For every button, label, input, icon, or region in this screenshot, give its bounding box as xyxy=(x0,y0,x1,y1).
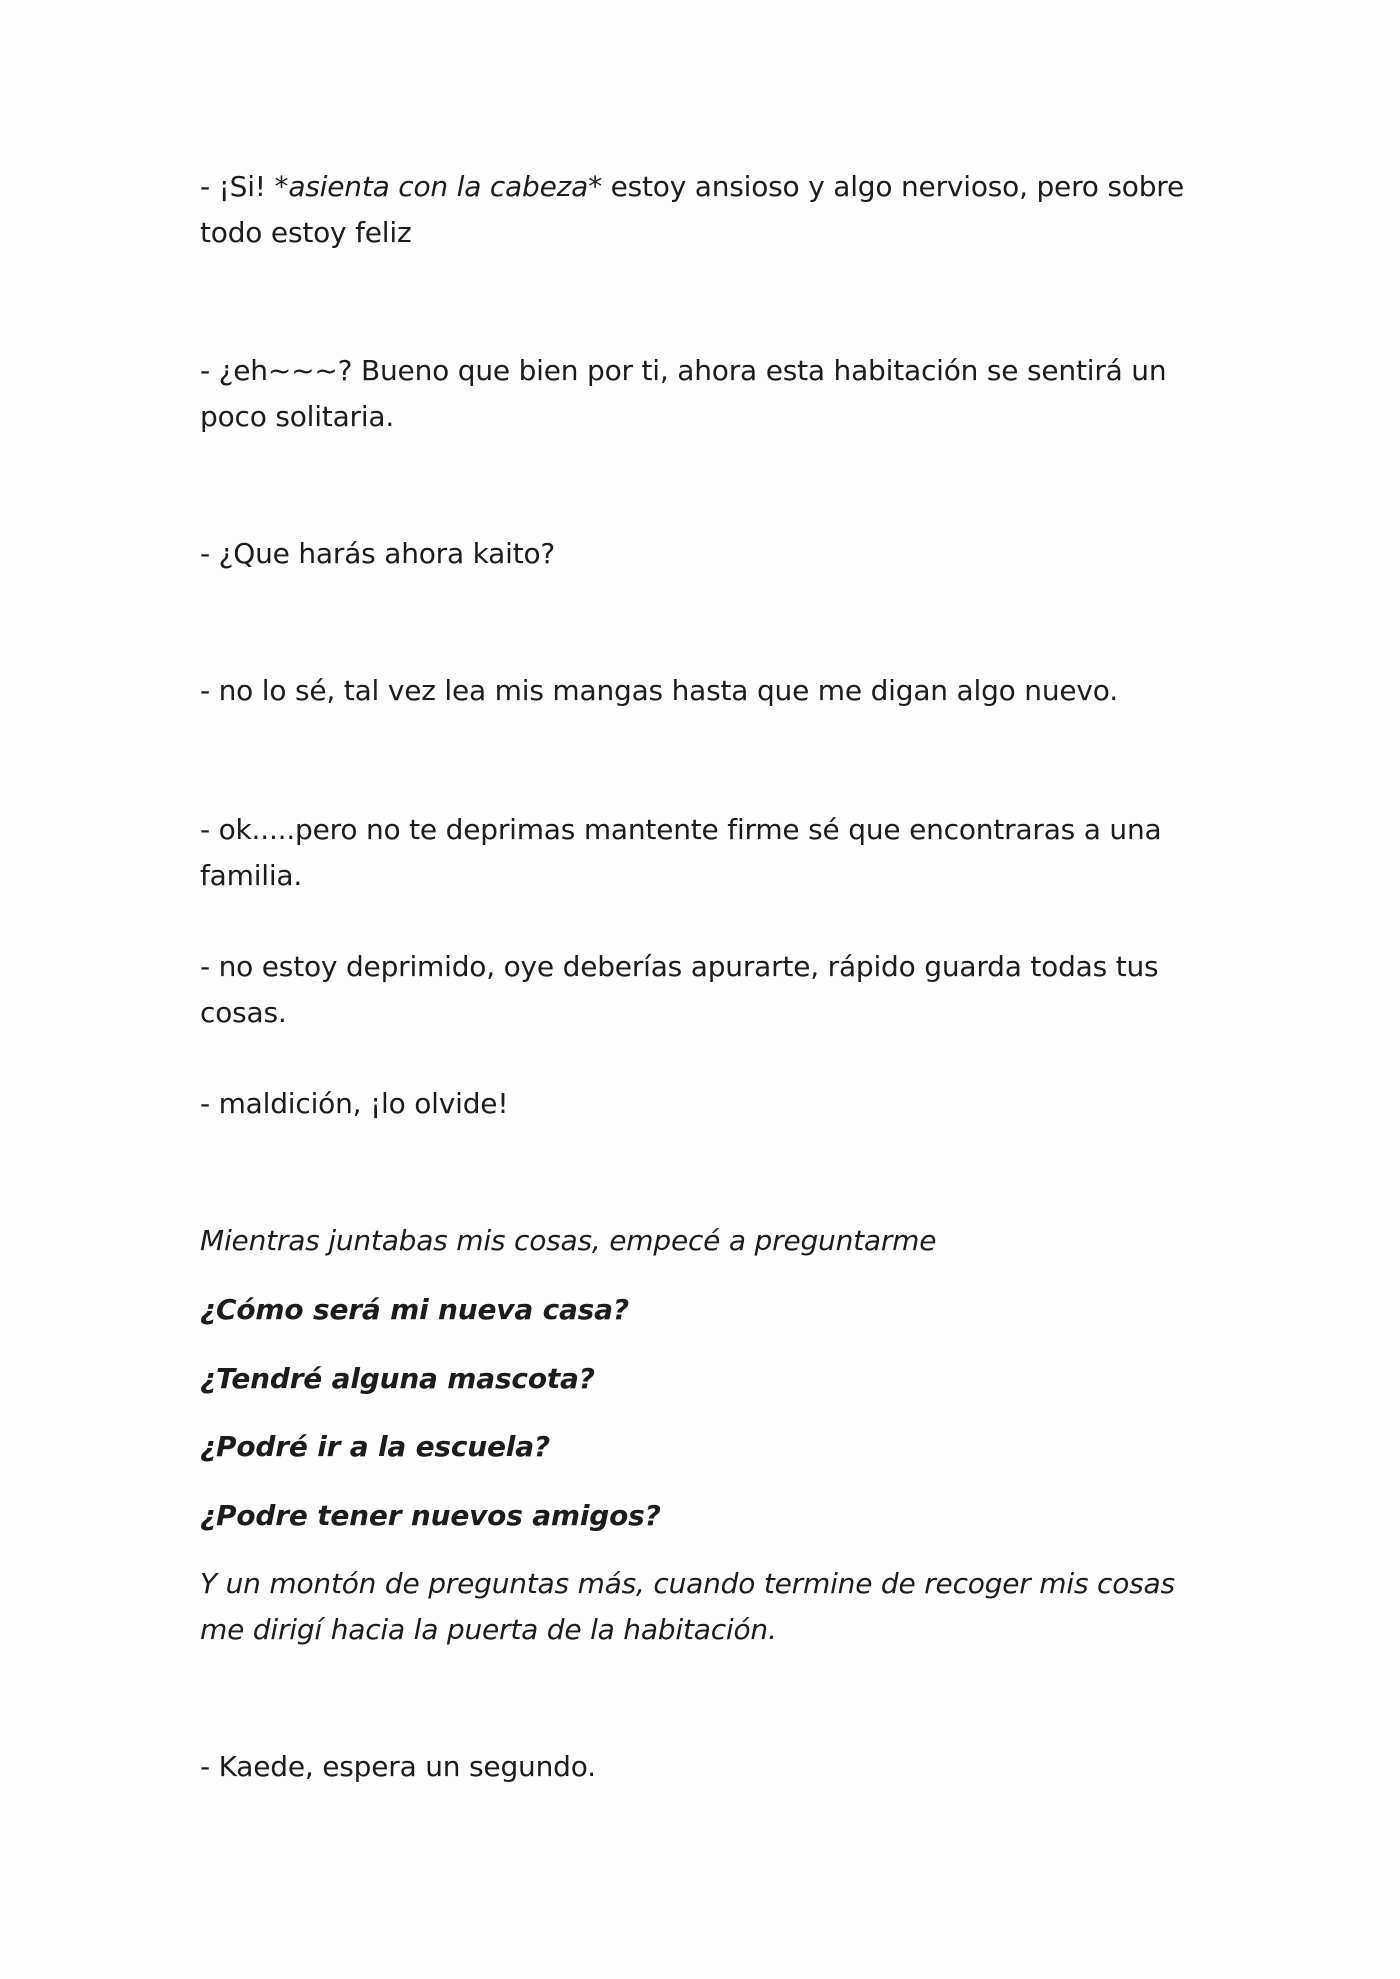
dialogue-text: - ¡Si! xyxy=(200,170,275,203)
question-line-1: ¿Cómo será mi nueva casa? xyxy=(200,1293,629,1326)
narration-line-1: Mientras juntabas mis cosas, empecé a preguntarme xyxy=(200,1224,937,1257)
dialogue-line-7: - maldición, ¡lo olvide! xyxy=(200,1087,509,1120)
action-text: *asienta con la cabeza* xyxy=(274,170,602,203)
dialogue-line-8: - Kaede, espera un segundo. xyxy=(200,1750,596,1783)
narration-line-2: Y un montón de preguntas más, cuando termine de recoger mis cosas me dirigí hacia la puerta de la habitación. xyxy=(200,1567,1175,1646)
question-line-2: ¿Tendré alguna mascota? xyxy=(200,1362,595,1395)
dialogue-line-4: - no lo sé, tal vez lea mis mangas hasta que me digan algo nuevo. xyxy=(200,674,1118,707)
question-line-3: ¿Podré ir a la escuela? xyxy=(200,1430,550,1463)
dialogue-line-2: - ¿eh~~~? Bueno que bien por ti, ahora esta habitación se sentirá un poco solitaria. xyxy=(200,354,1167,433)
dialogue-line-1 xyxy=(200,164,1200,256)
dialogue-line-5: - ok.....pero no te deprimas mantente firme sé que encontraras a una familia. xyxy=(200,813,1162,892)
question-line-4: ¿Podre tener nuevos amigos? xyxy=(200,1499,661,1532)
dialogue-line-3: - ¿Que harás ahora kaito? xyxy=(200,537,556,570)
dialogue-line-6: - no estoy deprimido, oye deberías apurarte, rápido guarda todas tus cosas. xyxy=(200,950,1159,1029)
dialogue-text: estoy ansioso y algo nervioso, pero sobre todo estoy feliz xyxy=(200,170,1185,249)
